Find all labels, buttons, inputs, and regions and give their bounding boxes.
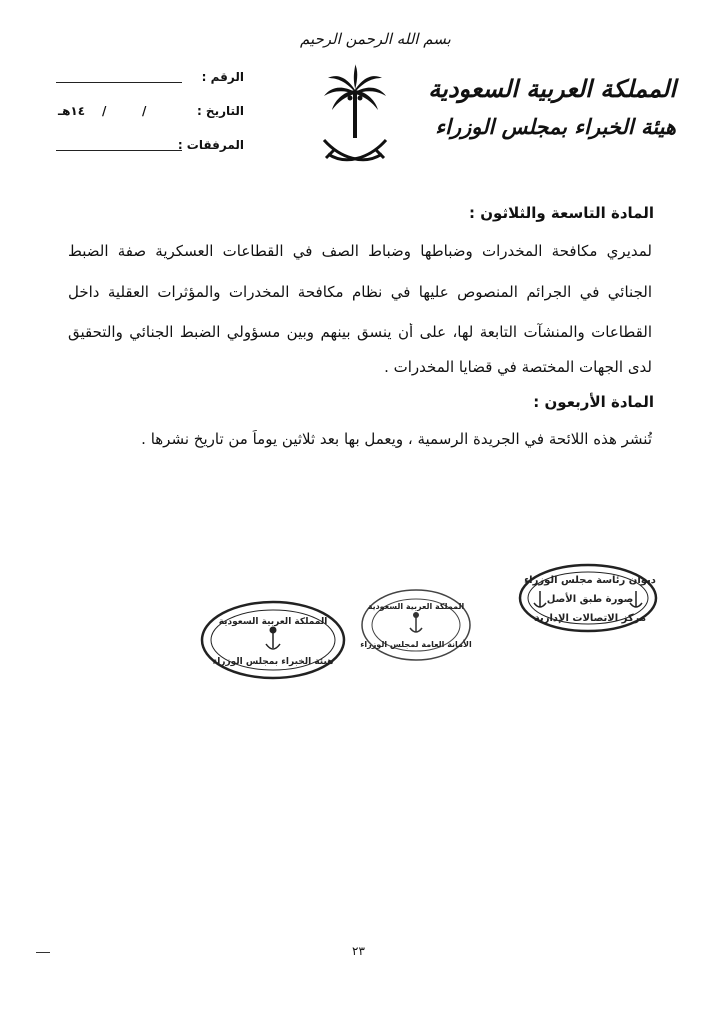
attachments-line (56, 150, 182, 151)
stamp-text: الأمانة العامة لمجلس الوزراء (360, 640, 472, 649)
org-name-line1: المملكة العربية السعودية (428, 74, 676, 103)
stamp-general-secretariat (360, 588, 472, 662)
article-text-line: لدى الجهات المختصة في قضايا المخدرات . (384, 358, 652, 376)
article-title: المادة الأربعون : (533, 393, 654, 411)
date-field (44, 104, 244, 122)
stamp-text: ديوان رئاسة مجلس الوزراء (524, 575, 656, 586)
org-name-line2: هيئة الخبراء بمجلس الوزراء (435, 114, 676, 139)
article-text-line: لمديري مكافحة المخدرات وضباطها وضباط الصف في القطاعات العسكرية صفة الضبط (68, 242, 652, 260)
stamp-text: المملكة العربية السعودية (367, 602, 465, 611)
stamp-text: هيئة الخبراء بمجلس الوزراء (212, 657, 334, 667)
page-number: ٢٣ (352, 944, 365, 958)
stamp-text: المملكة العربية السعودية (218, 617, 328, 627)
date-suffix: ١٤هـ (58, 104, 86, 118)
date-separator: / (102, 104, 107, 118)
margin-dash (36, 952, 50, 953)
stamp-true-copy (518, 563, 658, 633)
palm-swords-emblem (320, 62, 390, 174)
stamp-text: صورة طبق الأصل (546, 594, 634, 605)
reference-field (44, 70, 244, 88)
date-label: التاريخ : (196, 104, 244, 118)
stamp-experts-commission (200, 600, 346, 680)
attachments-field (44, 138, 244, 156)
article-text-line: الجنائي في الجرائم المنصوص عليها في نظام مكافحة المخدرات والمؤثرات العقلية داخل (68, 283, 652, 301)
article-text-line: القطاعات والمنشآت التابعة لها، على أن ينسق بينهم وبين مسؤولي الضبط الجنائي والتحقيق (68, 323, 652, 341)
attachments-label: المرفقات : (177, 138, 244, 152)
basmala: بسم الله الرحمن الرحيم (300, 30, 451, 48)
stamp-text: مركز الاتصالات الإدارية (533, 613, 647, 624)
article-title: المادة التاسعة والثلاثون : (469, 204, 654, 222)
article-text-line: تُنشر هذه اللائحة في الجريدة الرسمية ، ويعمل بها بعد ثلاثين يوماً من تاريخ نشرها . (141, 430, 652, 448)
date-separator: / (142, 104, 147, 118)
reference-line (56, 82, 182, 83)
reference-label: الرقم : (201, 70, 244, 84)
